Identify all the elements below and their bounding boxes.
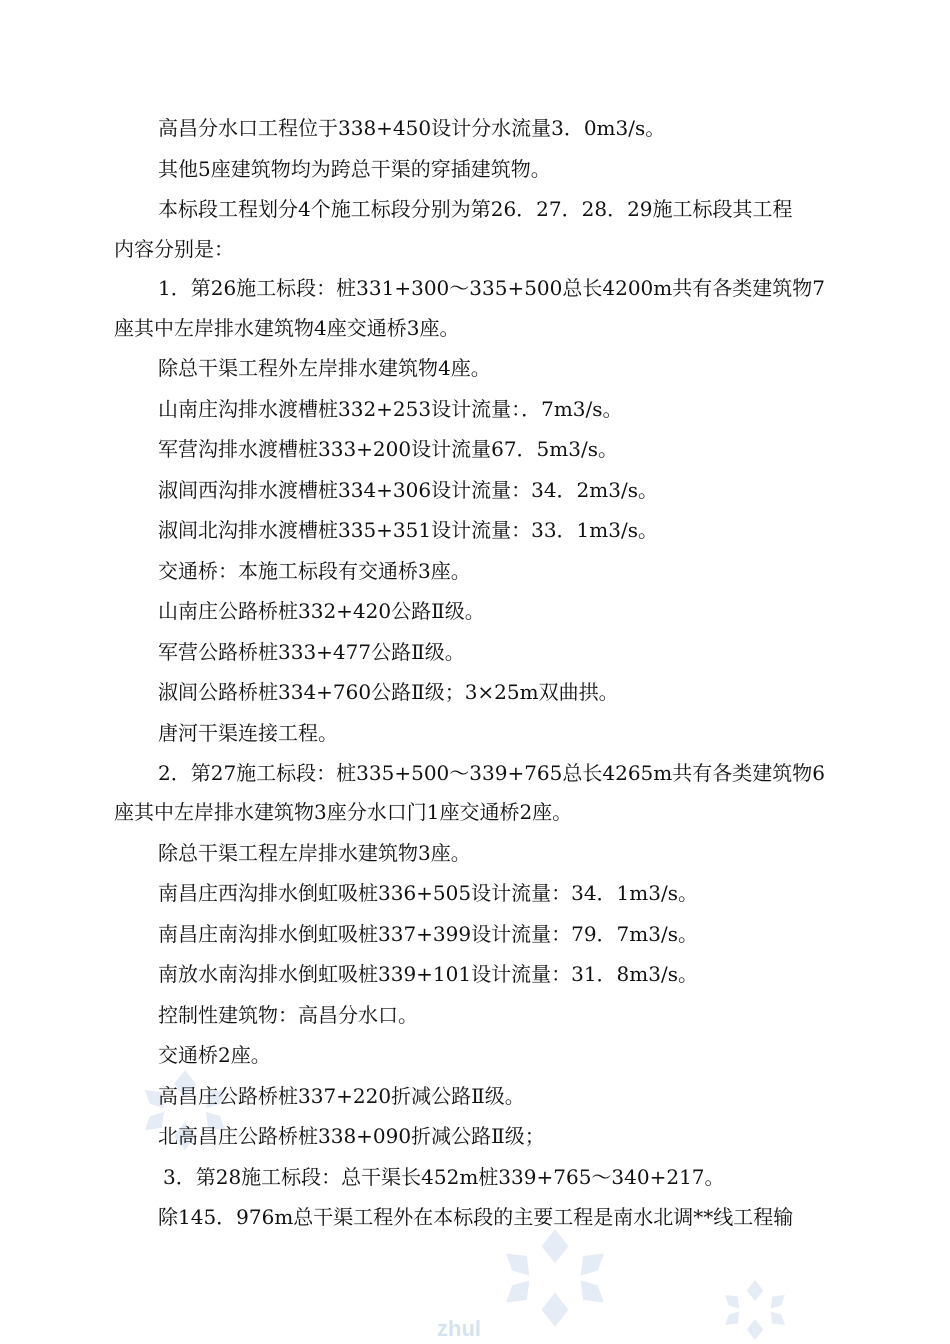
paragraph-line: 南放水南沟排水倒虹吸桩339+101设计流量：31．8m3/s。 <box>158 962 698 986</box>
paragraph-line: 本标段工程划分4个施工标段分别为第26．27．28．29施工标段其工程 <box>158 197 793 221</box>
paragraph-line: 淑闾西沟排水渡槽桩334+306设计流量：34．2m3/s。 <box>158 478 658 502</box>
paragraph-line: 控制性建筑物：高昌分水口。 <box>158 1003 418 1027</box>
paragraph-line: 南昌庄南沟排水倒虹吸桩337+399设计流量：79．7m3/s。 <box>158 922 698 946</box>
watermark-snowflake-icon <box>500 1228 610 1328</box>
watermark-snowflake-icon <box>720 1280 790 1340</box>
paragraph-line: 淑闾北沟排水渡槽桩335+351设计流量：33．1m3/s。 <box>158 518 658 542</box>
paragraph-line: 唐河干渠连接工程。 <box>158 721 338 745</box>
paragraph-line: 座其中左岸排水建筑物4座交通桥3座。 <box>114 316 460 340</box>
paragraph-line: 山南庄沟排水渡槽桩332+253设计流量：．7m3/s。 <box>158 397 623 421</box>
paragraph-line: 高昌庄公路桥桩337+220折减公路Ⅱ级。 <box>158 1084 525 1108</box>
paragraph-line: 军营沟排水渡槽桩333+200设计流量67．5m3/s。 <box>158 437 618 461</box>
list-item-heading: 1．第26施工标段：桩331+300～335+500总长4200m共有各类建筑物7 <box>158 276 825 300</box>
list-item-heading: 3．第28施工标段：总干渠长452m桩339+765～340+217。 <box>163 1165 725 1189</box>
list-item-heading: 2．第27施工标段：桩335+500～339+765总长4265m共有各类建筑物6 <box>158 761 825 785</box>
paragraph-line: 除总干渠工程左岸排水建筑物3座。 <box>158 841 471 865</box>
paragraph-line: 其他5座建筑物均为跨总干渠的穿插建筑物。 <box>158 157 551 181</box>
paragraph-line: 除145．976m总干渠工程外在本标段的主要工程是南水北调**线工程输 <box>158 1205 794 1229</box>
paragraph-line: 高昌分水口工程位于338+450设计分水流量3．0m3/s。 <box>158 116 666 140</box>
paragraph-line: 交通桥2座。 <box>158 1043 271 1067</box>
paragraph-line: 北高昌庄公路桥桩338+090折减公路Ⅱ级； <box>158 1124 545 1148</box>
watermark-logo-text: zhul <box>437 1316 481 1341</box>
paragraph-line: 交通桥：本施工标段有交通桥3座。 <box>158 559 471 583</box>
paragraph-line: 南昌庄西沟排水倒虹吸桩336+505设计流量：34．1m3/s。 <box>158 881 698 905</box>
paragraph-line: 山南庄公路桥桩332+420公路Ⅱ级。 <box>158 599 485 623</box>
paragraph-line: 座其中左岸排水建筑物3座分水口门1座交通桥2座。 <box>114 800 573 824</box>
paragraph-line: 军营公路桥桩333+477公路Ⅱ级。 <box>158 640 465 664</box>
paragraph-line: 淑闾公路桥桩334+760公路Ⅱ级；3×25m双曲拱。 <box>158 680 619 704</box>
paragraph-line: 除总干渠工程外左岸排水建筑物4座。 <box>158 356 491 380</box>
paragraph-line: 内容分别是： <box>114 237 234 261</box>
